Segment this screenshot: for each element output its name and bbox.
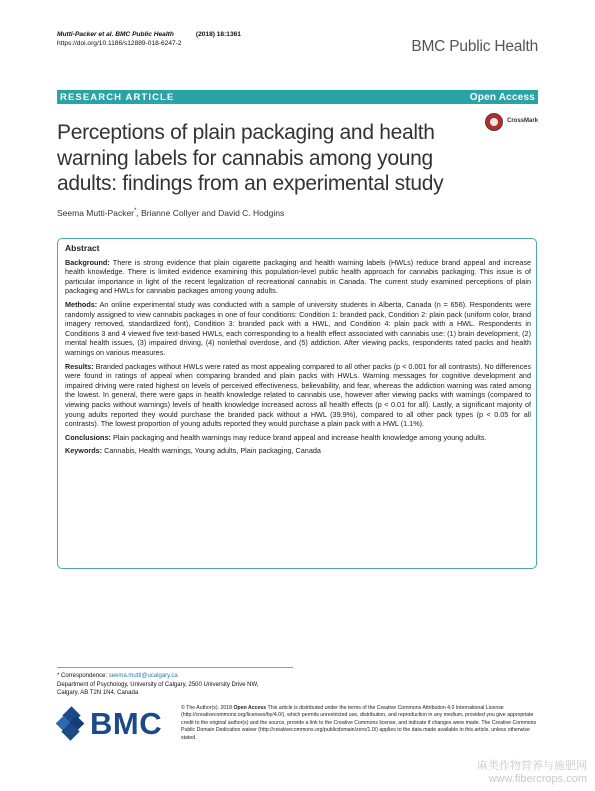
article-type-banner <box>57 90 538 104</box>
abstract-conclusions <box>65 433 531 443</box>
abstract-keywords <box>65 446 531 456</box>
affiliation-city: Calgary, AB T2N 1N4, Canada <box>57 690 139 697</box>
watermark-line2: www.fibercrops.com <box>488 773 587 785</box>
author-list <box>57 208 284 218</box>
license-body: This article is distributed under the terms of the Creative Commons Attribution 4.0 International License (http://creativecommons.org/licenses/by/4.0/), which permits unrestricted use, distribution, and reproduction in any medium, provided you give appropriate credit to the original author(s) and the source, provide a link to the Creative Commons license, and indicate if changes were made. The Creative Commons Public Domain Dedication waiver (http://creativecommons.org/publicdomain/zero/1.0/) applies to the data made available in this article, unless otherwise stated. <box>181 705 537 741</box>
citation-year: (2018) 18:1361 <box>195 31 241 38</box>
corresponding-mark: * <box>134 208 137 215</box>
abstract-content <box>65 244 531 460</box>
methods-text: An online experimental study was conducted with a sample of university students in Alberta, Canada (n = 656). Respondents were randomly assigned to view cannabis packages in one of four conditions: Condition 1: branded pack, Condition 2: plain pack (uniform color, brand imagery removed, standardized font), Condition 3: branded pack with a HWL, and Condition 4: plain pack with a HWL. Respondents in Conditions 3 and 4 viewed five text-based HWLs, each corresponding to a health effect associated with cannabis use: (1) brain development, (2) mental health issues, (3) impaired driving, (4) nonlethal overdose, and (5) addiction. After viewing packs, respondents rated packs and health warnings on various measures. <box>65 299 531 357</box>
journal-name: BMC Public Health <box>411 38 538 55</box>
background-text: There is strong evidence that plain cigarette packaging and health warning labels (HWLs) reduce brand appeal and increase health knowledge. There is limited evidence examining this population-level public health approach for cannabis packaging. This issue is of particular importance in light of the recent legalization of recreational cannabis in Canada. The current study examined perceptions of plain packaging and HWLs for cannabis packages among young adults. <box>65 257 531 296</box>
bmc-logo[interactable] <box>57 708 177 742</box>
correspondence-email[interactable]: seema.mutti@ucalgary.ca <box>108 673 178 679</box>
correspondence-label: * Correspondence: <box>57 673 108 679</box>
citation-header <box>57 30 241 48</box>
affiliation-dept: Department of Psychology, University of Calgary, 2500 University Drive NW, <box>57 681 259 688</box>
results-text: Branded packages without HWLs were rated as most appealing compared to all other packs (p < 0.001 for all contrasts). No differences were found in ratings of appeal when comparing branded and plain packs with HWLs. Warning messages for cognitive development and impaired driving were rated highest on levels of perceived effectiveness, believability, and fear, whereas the addiction warning was rated among the lowest. In general, there were gaps in health knowledge related to cannabis use, however after viewing packs with warnings (compared to viewing packs without warnings) levels of health knowledge increased across all health effects (p < 0.01 for all). Lastly, a significant majority of young adults reported they would purchase the branded pack without a HWL (39.9%), compared to all other pack types (p < 0.05 for all contrasts). The lowest proportion of young adults reported they would purchase a plain pack with a HWL (1.1%). <box>65 361 531 429</box>
doi-link[interactable]: https://doi.org/10.1186/s12889-018-6247-2 <box>57 40 182 47</box>
background-label: Background: <box>65 257 110 267</box>
crossmark-button[interactable] <box>485 113 545 133</box>
author-rest: , Brianne Collyer and David C. Hodgins <box>136 208 285 218</box>
open-access-label: Open Access <box>469 91 535 103</box>
abstract-results <box>65 362 531 429</box>
site-watermark <box>477 760 587 786</box>
footnote-divider <box>57 667 293 668</box>
correspondence-footnote <box>57 672 259 698</box>
abstract-box <box>57 238 537 569</box>
license-open-access: Open Access <box>233 705 267 711</box>
abstract-methods <box>65 300 531 358</box>
author-first[interactable]: Seema Mutti-Packer <box>57 208 134 218</box>
citation-authors: Mutti-Packer et al. BMC Public Health <box>57 31 174 38</box>
article-type-label: RESEARCH ARTICLE <box>60 91 175 103</box>
conclusions-label: Conclusions: <box>65 432 111 442</box>
license-text <box>181 705 538 742</box>
keywords-label: Keywords: <box>65 446 103 456</box>
copyright-line: © The Author(s). 2018 <box>181 705 233 711</box>
methods-label: Methods: <box>65 299 98 309</box>
article-title: Perceptions of plain packaging and health warning labels for cannabis among young adults: findings from an experimental study <box>57 121 444 195</box>
logo-wordmark: BMC <box>90 706 163 741</box>
crossmark-icon <box>485 113 503 131</box>
crossmark-label: CrossMark <box>507 118 539 124</box>
watermark-line1: 麻类作物营养与施肥网 <box>477 760 587 772</box>
conclusions-text: Plain packaging and health warnings may reduce brand appeal and increase health knowledge among young adults. <box>112 432 487 442</box>
keywords-text: Cannabis, Health warnings, Young adults, Plain packaging, Canada <box>104 446 321 456</box>
abstract-heading: Abstract <box>65 243 100 253</box>
abstract-background <box>65 258 531 296</box>
results-label: Results: <box>65 361 94 371</box>
